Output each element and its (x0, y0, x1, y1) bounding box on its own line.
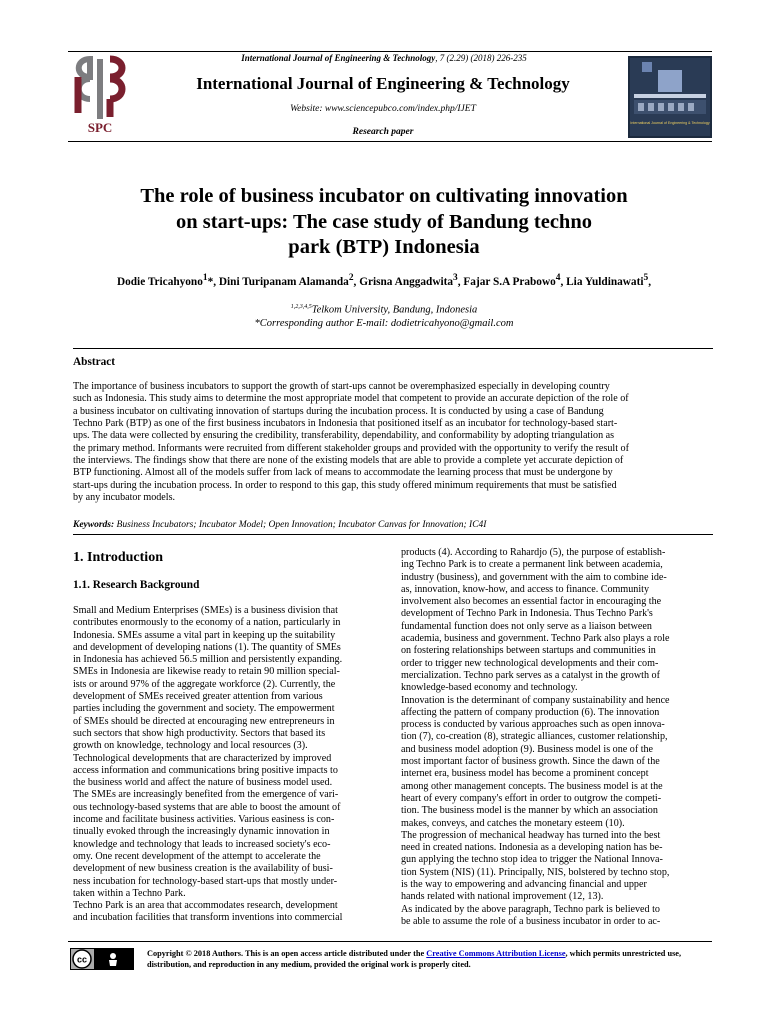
body-line: tion. The business model is the manner by which an association (401, 805, 658, 817)
body-line: of SMEs should be directed at encouraging new entrepreneurs in (73, 715, 335, 727)
body-line: knowledge and technology that leads to increased society's eco- (73, 838, 331, 850)
body-line: Indonesia. SMEs assume a vital part in keeping up the suitability (73, 629, 336, 641)
body-line: is the way to empowering and advancing financial and upper (401, 879, 647, 891)
affiliation-block (50, 301, 718, 330)
body-line: development of SMEs received greater attention from various (73, 691, 323, 703)
body-line: most important factor of business growth. Since the dawn of the (401, 756, 660, 768)
title-line: on start-ups: The case study of Bandung techno (176, 210, 592, 233)
paper-type: Research paper (352, 127, 414, 137)
author-name: Dini Turipanam Alamanda (218, 275, 349, 288)
keywords-line (73, 520, 713, 530)
abstract-heading: Abstract (73, 356, 116, 368)
body-line: hands related with national improvement (12, 13). (401, 891, 604, 903)
body-line: heart of every company's effort in order to outgrow the competi- (401, 792, 662, 804)
abstract-bottom-rule (73, 534, 713, 535)
author-affil-sup: 1 (202, 273, 208, 283)
abstract-line: Techno Park (BTP) as one of the first business incubators in Indonesia that positioned itself as an incubator for technology-based start- (73, 418, 618, 430)
affiliation-line (50, 301, 718, 317)
footer-rule (68, 941, 712, 942)
abstract-line: the primary method. Informants were recruited from different stakeholder groups and provided with the opportunity to verify the result of (73, 442, 629, 454)
body-line: development of Techno Park in Indonesia. Thus Techno Park's (401, 608, 653, 620)
abstract-line: such as Indonesia. This study aims to determine the most appropriate model that competent to provide an accurate depiction of the role of (73, 393, 629, 405)
abstract-text (73, 381, 713, 504)
body-line: the business world and affect the nature of business model used. (73, 777, 333, 789)
abstract-line: by any incubator models. (73, 492, 176, 504)
body-line: affecting the pattern of company production (6). The innovation (401, 706, 660, 718)
body-line: SMEs in Indonesia are likewise ready to retain 90 million special- (73, 666, 340, 678)
body-line: As indicated by the above paragraph, Techno park is believed to (401, 903, 660, 915)
abstract-top-rule (73, 348, 713, 349)
citation-journal: International Journal of Engineering & Technology (241, 53, 436, 63)
abstract-line: the interviews. The findings show that there are none of the existing models that are able to provide a complete yet accurate depiction of (73, 455, 624, 467)
title-line: The role of business incubator on cultivating innovation (140, 185, 628, 207)
body-line: omy. One recent development of the attempt to accelerate the (73, 850, 321, 862)
abstract-line: ups. The data were collected by ensuring the credibility, transferability, dependability, and conformability by adopting triangulation as (73, 430, 615, 442)
abstract-line: The importance of business incubators to support the growth of start-ups cannot be overemphasized especially in developing country (73, 381, 610, 392)
author-affil-sup: 2 (348, 273, 354, 283)
author-sep: , (560, 275, 567, 288)
body-line: tinually evoked through the increasingly dynamic innovation in (73, 826, 330, 838)
author-sep: , (457, 275, 464, 288)
journal-name: International Journal of Engineering & Technology (196, 74, 570, 93)
body-line: products (4). According to Rahardjo (5), the purpose of establish- (401, 547, 666, 558)
journal-website[interactable]: Website: www.sciencepubco.com/index.php/IJET (290, 104, 476, 114)
body-line: The progression of mechanical headway has turned into the best (401, 829, 661, 841)
author-sep: , (353, 275, 360, 288)
author-affil-sup: 4 (555, 273, 561, 283)
body-line: as, innovation, know-how, and access to finance. Community (401, 583, 649, 595)
title-line: park (BTP) Indonesia (288, 236, 480, 258)
abstract-line: a business incubator on cultivating innovation of startups during the incubation process. It is conducted by using a case of Bandung (73, 405, 604, 417)
body-line: such sectors that show high productivity. Sectors that based its (73, 727, 326, 739)
body-line: parties including the government and society. The empowerment (73, 703, 335, 715)
body-line: ists or around 97% of the aggregate workforce (2). Currently, the (73, 678, 336, 690)
cc-symbol-text: cc (76, 954, 88, 965)
cover-title: International Journal of Engineering & Technology (630, 121, 710, 125)
corresponding-author: *Corresponding author E-mail: dodietricahyono@gmail.com (254, 317, 514, 329)
body-line: order to trigger new technological developments and their com- (401, 657, 659, 669)
keywords-label: Keywords: (73, 520, 115, 530)
journal-cover-icon (628, 56, 712, 138)
body-line: access information and communications bring positive impacts to (73, 764, 338, 776)
body-line: tion (7), co-creation (8), strategic alliances, customer relationship, (401, 731, 668, 743)
copyright-text-end: , which permits unrestricted use, distribution, and reproduction in any medium, provided the original work is properly cited. (147, 949, 682, 969)
body-line: be able to assume the role of a business incubator in order to ac- (401, 915, 661, 927)
left-column (73, 548, 384, 925)
author-name: Grisna Anggadwita (359, 275, 454, 288)
right-column-text (401, 547, 713, 928)
article-title (80, 184, 688, 261)
author-list (50, 273, 718, 288)
body-line: Small and Medium Enterprises (SMEs) is a business division that (73, 605, 338, 616)
body-line: and incubation facilities that transform inventions into commercial (73, 912, 343, 924)
body-line: income and facilitate business activities. Various easiness is con- (73, 814, 335, 826)
author-name: Lia Yuldinawati (566, 275, 644, 288)
body-line: makes, conveys, and catches the monetary esteem (10). (401, 817, 625, 829)
spc-logo-text: SPC (87, 120, 113, 135)
body-line: and development of developing nations (1). The quantity of SMEs (73, 641, 341, 653)
body-line: development of new business creation is the availability of busi- (73, 863, 333, 875)
subsection-heading: 1.1. Research Background (73, 579, 200, 591)
body-line: fundamental function does not only serve as a liaison between (401, 620, 652, 632)
author-name: Fajar S.A Prabowo (463, 275, 556, 288)
body-line: internet era, business model has become a prominent concept (401, 768, 649, 780)
copyright-notice (147, 948, 713, 970)
section-heading: 1. Introduction (73, 550, 163, 565)
copyright-text: Copyright © 2018 Authors. This is an open access article distributed under the (147, 949, 427, 958)
body-line: growth on knowledge, technology and local resources (3). (73, 740, 308, 752)
body-line: process is conducted by various approaches such as open innova- (401, 719, 665, 731)
body-line: ous technology-based systems that are able to boost the amount of (73, 801, 341, 813)
body-line: academia, business and government. Techno Park also plays a role (401, 633, 670, 645)
body-line: mercialization. Techno park serves as a catalyst in the growth of (401, 669, 660, 681)
body-line: need in created nations. Indonesia as a developing nation has be- (401, 842, 663, 854)
body-line: taken within a Techno Park. (73, 887, 186, 899)
body-line: Innovation is the determinant of company sustainability and hence (401, 694, 670, 706)
header-top-rule (68, 51, 712, 52)
body-line: The SMEs are increasingly benefited from the emergence of vari- (73, 789, 339, 801)
body-line: gun applying the techno stop idea to trigger the National Innova- (401, 854, 663, 866)
abstract-line: BTP functioning. Almost all of the models suffer from lack of means to accommodate the learning process that must be undergone by (73, 467, 613, 479)
license-link[interactable]: Creative Commons Attribution License (426, 949, 566, 958)
body-line: contributes enormously to the economy of a nation, particularly in (73, 617, 341, 629)
body-line: and business model adoption (9). Business model is one of the (401, 743, 654, 755)
body-line: industry (business), and government with the aim to combine ide- (401, 571, 667, 583)
citation-details: , 7 (2.29) (2018) 226-235 (435, 53, 527, 63)
affiliation-text: Telkom University, Bandung, Indonesia (311, 304, 478, 316)
author-affil-sup: 5 (643, 273, 649, 283)
abstract-line: start-ups during the incubation process. In order to respond to this gap, this study offered minimum requirements that must be satisfied (73, 479, 617, 491)
author-affil-sup: 3 (453, 273, 458, 283)
body-line: on fostering relationships between startups and communities in (401, 645, 656, 657)
body-line: in Indonesia has achieved 56.5 million and persistently expanding. (73, 654, 343, 666)
body-line: Technological developments that are characterized by improved (73, 752, 332, 764)
keywords-list: Business Incubators; Incubator Model; Open Innovation; Incubator Canvas for Innovation; IC4I (114, 520, 487, 530)
header-bottom-rule (68, 141, 712, 142)
author-sep: *, (207, 275, 219, 288)
body-line: Techno Park is an area that accommodates research, development (73, 900, 338, 912)
left-column-text (73, 605, 384, 925)
body-line: knowledge-based economy and technology. (401, 682, 578, 694)
cc-license-icon[interactable] (70, 948, 134, 970)
body-line: involvement also becomes an essential factor in encouraging the (401, 596, 662, 608)
author-name: Dodie Tricahyono (116, 275, 203, 288)
body-line: among other management concepts. The business model is at the (401, 780, 663, 792)
right-column (401, 547, 713, 928)
body-line: ing Techno Park is to create a permanent link between academia, (401, 559, 663, 571)
body-line: tion System (NIS) (11). Principally, NIS, bolstered by techno stop, (401, 866, 670, 878)
body-line: ness incubation for technology-based start-ups that mostly under- (73, 875, 338, 887)
affiliation-sup: 1,2,3,4,5 (290, 304, 312, 310)
author-sep: , (648, 275, 652, 288)
spc-logo-icon (70, 55, 130, 135)
